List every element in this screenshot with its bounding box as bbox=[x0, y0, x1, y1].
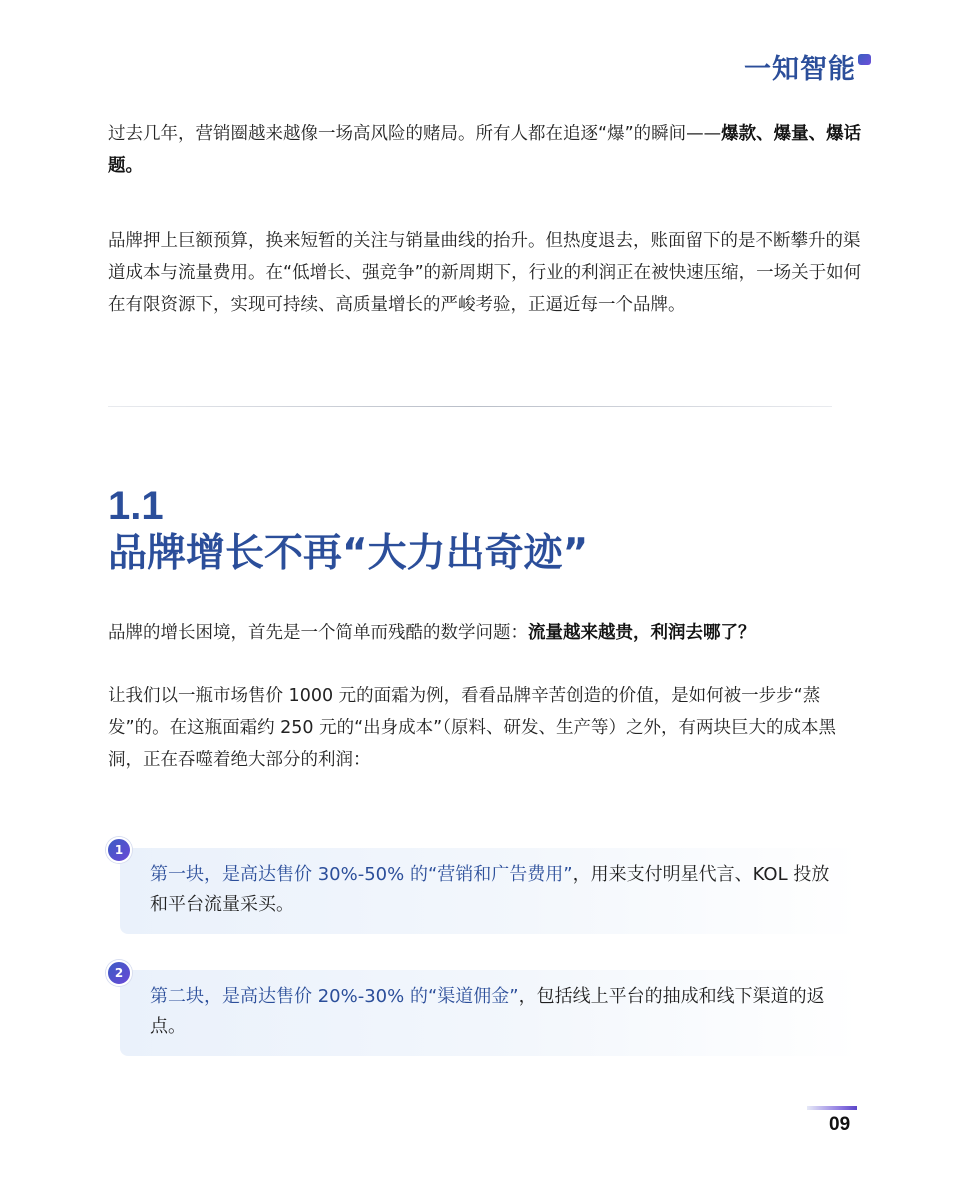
intro-p1-text: 过去几年，营销圈越来越像一场高风险的赌局。所有人都在追逐“爆”的瞬间—— bbox=[108, 124, 722, 144]
section-p1-text: 品牌的增长困境，首先是一个简单而残酷的数学问题： bbox=[108, 623, 528, 643]
callout-rest-1: ，用来支付明星代言、KOL 投放和平台流量采买。 bbox=[150, 864, 830, 915]
intro-paragraph-1 bbox=[108, 118, 864, 182]
section-paragraph-2: 让我们以一瓶市场售价 1000 元的面霜为例，看看品牌辛苦创造的价值，是如何被一步步“蒸发”的。在这瓶面霜约 250 元的“出身成本”（原料、研发、生产等）之外，有两块巨大的成本黑洞，正在吞噬着绝大部分的利润： bbox=[108, 686, 836, 770]
logo-text: 一知智能 bbox=[744, 54, 856, 85]
logo-mark-icon bbox=[858, 54, 871, 65]
section-number: 1.1 bbox=[108, 484, 164, 528]
callout-rest-2: ，包括线上平台的抽成和线下渠道的返点。 bbox=[150, 986, 825, 1037]
section-paragraph-1 bbox=[108, 617, 864, 649]
section-p1-bold: 流量越来越贵，利润去哪了？ bbox=[528, 623, 756, 643]
page-number-bar bbox=[807, 1106, 857, 1110]
callout-text-1 bbox=[150, 860, 840, 920]
intro-p1-bold: 爆款、爆量、爆话题。 bbox=[108, 124, 862, 176]
callout-highlight-2: 第二块，是高达售价 20%-30% 的“渠道佣金” bbox=[150, 986, 519, 1007]
intro-paragraph-2: 品牌押上巨额预算，换来短暂的关注与销量曲线的抬升。但热度退去，账面留下的是不断攀升的渠道成本与流量费用。在“低增长、强竞争”的新周期下，行业的利润正在被快速压缩，一场关于如何在有限资源下，实现可持续、高质量增长的严峻考验，正逼近每一个品牌。 bbox=[108, 231, 862, 315]
callout-block-2 bbox=[120, 970, 860, 1056]
callout-text-2 bbox=[150, 982, 840, 1042]
callout-block-1 bbox=[120, 848, 860, 934]
page-number: 09 bbox=[829, 1114, 851, 1135]
callout-highlight-1: 第一块，是高达售价 30%-50% 的“营销和广告费用” bbox=[150, 864, 573, 885]
number-badge-2: 2 bbox=[106, 960, 132, 986]
brand-logo bbox=[744, 52, 871, 88]
number-badge-1: 1 bbox=[106, 837, 132, 863]
section-title: 品牌增长不再“大力出奇迹” bbox=[108, 531, 589, 576]
section-divider bbox=[108, 406, 832, 407]
